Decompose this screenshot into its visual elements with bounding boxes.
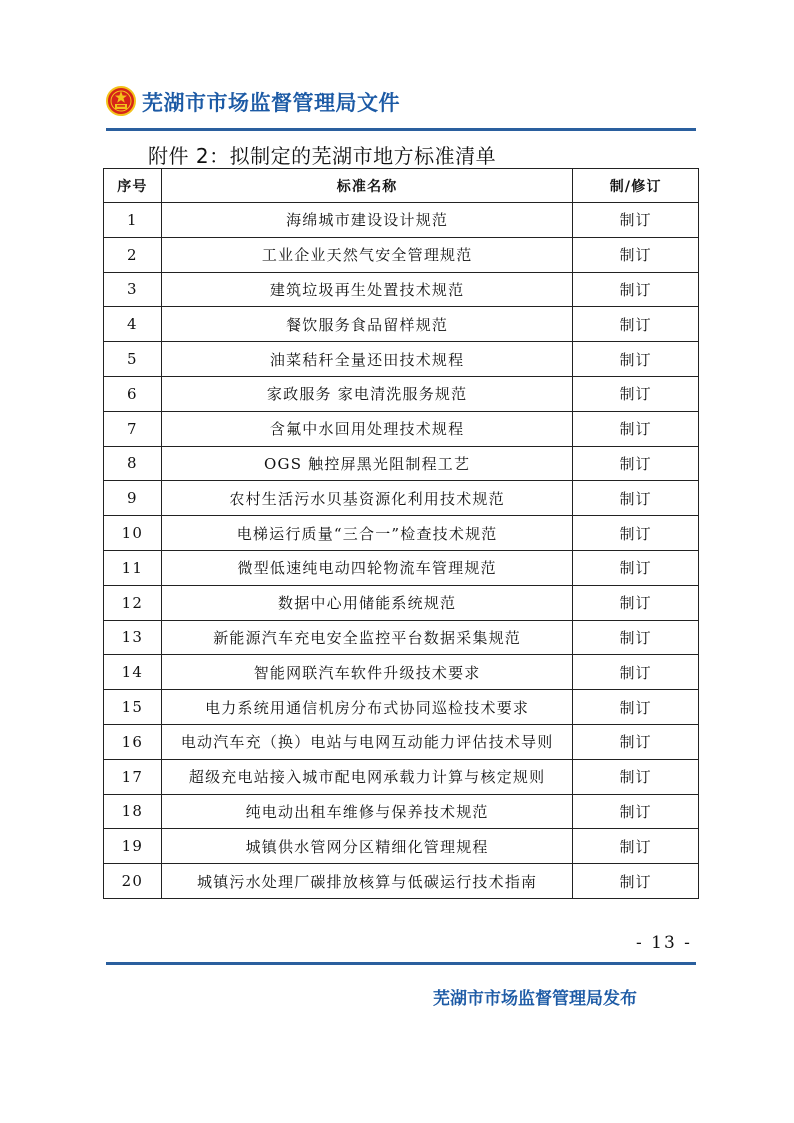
table-row [104,446,699,481]
revision-type-cell: 制订 [573,585,699,620]
standard-name-cell: 电力系统用通信机房分布式协同巡检技术要求 [161,690,573,725]
table-row [104,411,699,446]
revision-type-cell: 制订 [573,237,699,272]
revision-type-cell: 制订 [573,342,699,377]
table-row [104,794,699,829]
table-row [104,759,699,794]
table-row [104,585,699,620]
header-title: 芜湖市市场监督管理局文件 [142,91,400,115]
standard-name-cell: 数据中心用储能系统规范 [161,585,573,620]
table-row [104,376,699,411]
revision-type-cell: 制订 [573,376,699,411]
standard-name-cell: 含氟中水回用处理技术规程 [161,411,573,446]
row-number-cell: 7 [104,411,162,446]
revision-type-cell: 制订 [573,481,699,516]
revision-type-cell: 制订 [573,864,699,899]
standard-name-cell: 家政服务 家电清洗服务规范 [161,376,573,411]
table-row [104,272,699,307]
revision-type-cell: 制订 [573,272,699,307]
row-number-cell: 13 [104,620,162,655]
table-row [104,237,699,272]
row-number-cell: 4 [104,307,162,342]
standard-name-cell: 智能网联汽车软件升级技术要求 [161,655,573,690]
table-row [104,203,699,238]
table-row [104,864,699,899]
table-row [104,307,699,342]
document-header [106,84,696,124]
table-row [104,481,699,516]
standard-name-cell: 餐饮服务食品留样规范 [161,307,573,342]
standard-name-cell: 新能源汽车充电安全监控平台数据采集规范 [161,620,573,655]
revision-type-cell: 制订 [573,516,699,551]
table-row [104,690,699,725]
table-row [104,620,699,655]
table-row [104,550,699,585]
standard-name-cell: 纯电动出租车维修与保养技术规范 [161,794,573,829]
column-header-number: 序号 [104,169,162,203]
footer-publisher: 芜湖市市场监督管理局发布 [433,989,637,1009]
standard-name-cell: 城镇供水管网分区精细化管理规程 [161,829,573,864]
revision-type-cell: 制订 [573,655,699,690]
standard-name-cell: 农村生活污水贝基资源化利用技术规范 [161,481,573,516]
standards-table [103,168,699,899]
revision-type-cell: 制订 [573,794,699,829]
standard-name-cell: 电动汽车充（换）电站与电网互动能力评估技术导则 [161,724,573,759]
row-number-cell: 11 [104,550,162,585]
standard-name-cell: 油菜秸秆全量还田技术规程 [161,342,573,377]
row-number-cell: 15 [104,690,162,725]
revision-type-cell: 制订 [573,829,699,864]
row-number-cell: 16 [104,724,162,759]
standard-name-cell: 工业企业天然气安全管理规范 [161,237,573,272]
row-number-cell: 17 [104,759,162,794]
row-number-cell: 9 [104,481,162,516]
standard-name-cell: 电梯运行质量“三合一”检查技术规范 [161,516,573,551]
revision-type-cell: 制订 [573,203,699,238]
revision-type-cell: 制订 [573,550,699,585]
table-row [104,724,699,759]
row-number-cell: 10 [104,516,162,551]
column-header-name: 标准名称 [161,169,573,203]
row-number-cell: 12 [104,585,162,620]
table-body [104,203,699,899]
row-number-cell: 18 [104,794,162,829]
revision-type-cell: 制订 [573,620,699,655]
table-row [104,516,699,551]
standard-name-cell: OGS 触控屏黑光阻制程工艺 [161,446,573,481]
table-row [104,655,699,690]
row-number-cell: 20 [104,864,162,899]
footer-divider [106,962,696,965]
national-emblem-icon [106,86,136,116]
row-number-cell: 14 [104,655,162,690]
standard-name-cell: 海绵城市建设设计规范 [161,203,573,238]
revision-type-cell: 制订 [573,307,699,342]
table-header-row [104,169,699,203]
header-divider [106,128,696,131]
standard-name-cell: 微型低速纯电动四轮物流车管理规范 [161,550,573,585]
column-header-type: 制/修订 [573,169,699,203]
revision-type-cell: 制订 [573,724,699,759]
standard-name-cell: 城镇污水处理厂碳排放核算与低碳运行技术指南 [161,864,573,899]
standard-name-cell: 超级充电站接入城市配电网承载力计算与核定规则 [161,759,573,794]
revision-type-cell: 制订 [573,690,699,725]
row-number-cell: 5 [104,342,162,377]
revision-type-cell: 制订 [573,411,699,446]
attachment-title: 附件 2：拟制定的芜湖市地方标准清单 [148,144,497,168]
standard-name-cell: 建筑垃圾再生处置技术规范 [161,272,573,307]
table-row [104,829,699,864]
row-number-cell: 6 [104,376,162,411]
row-number-cell: 19 [104,829,162,864]
row-number-cell: 1 [104,203,162,238]
revision-type-cell: 制订 [573,446,699,481]
revision-type-cell: 制订 [573,759,699,794]
row-number-cell: 8 [104,446,162,481]
page-number: - 13 - [636,933,692,953]
table-row [104,342,699,377]
row-number-cell: 3 [104,272,162,307]
row-number-cell: 2 [104,237,162,272]
